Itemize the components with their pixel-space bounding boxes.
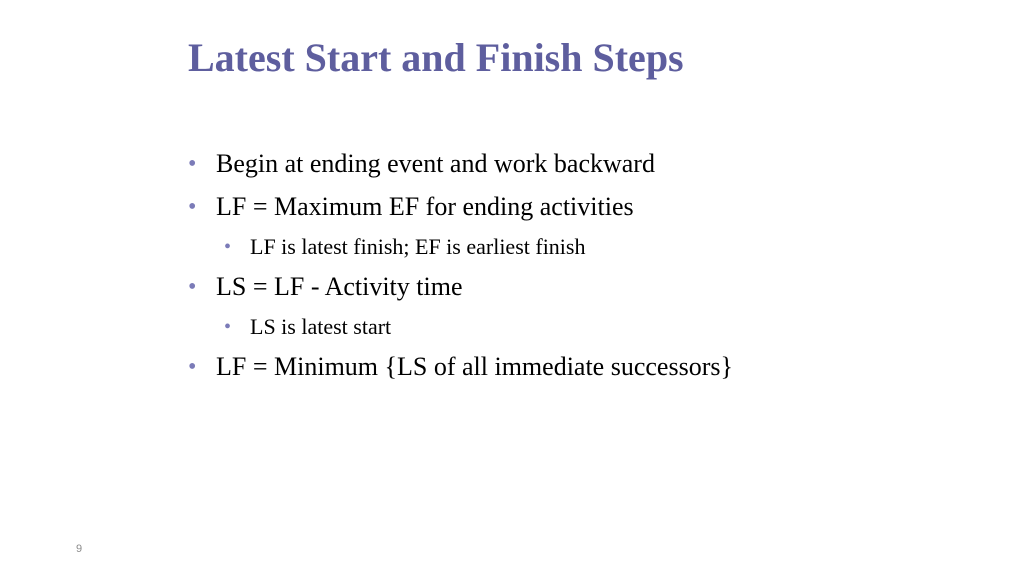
bullet-item — [186, 146, 746, 182]
bullet-item — [186, 349, 746, 385]
bullet-dot-icon: • — [188, 354, 197, 380]
bullet-text: LS = LF - Activity time — [216, 272, 463, 301]
bullet-list — [186, 146, 746, 392]
bullet-dot-icon: • — [224, 236, 232, 258]
bullet-dot-icon: • — [188, 274, 197, 300]
slide-title: Latest Start and Finish Steps — [188, 35, 684, 80]
bullet-dot-icon: • — [188, 151, 197, 177]
sub-bullet-item — [186, 232, 746, 262]
bullet-item — [186, 269, 746, 305]
bullet-text: LF = Minimum {LS of all immediate successors} — [216, 352, 733, 381]
sub-bullet-item — [186, 312, 746, 342]
bullet-text: LF is latest finish; EF is earliest finish — [250, 234, 586, 259]
bullet-item — [186, 189, 746, 225]
bullet-dot-icon: • — [188, 194, 197, 220]
bullet-text: LF = Maximum EF for ending activities — [216, 192, 634, 221]
bullet-dot-icon: • — [224, 316, 232, 338]
page-number: 9 — [76, 543, 83, 555]
bullet-text: Begin at ending event and work backward — [216, 149, 655, 178]
bullet-text: LS is latest start — [250, 314, 392, 339]
